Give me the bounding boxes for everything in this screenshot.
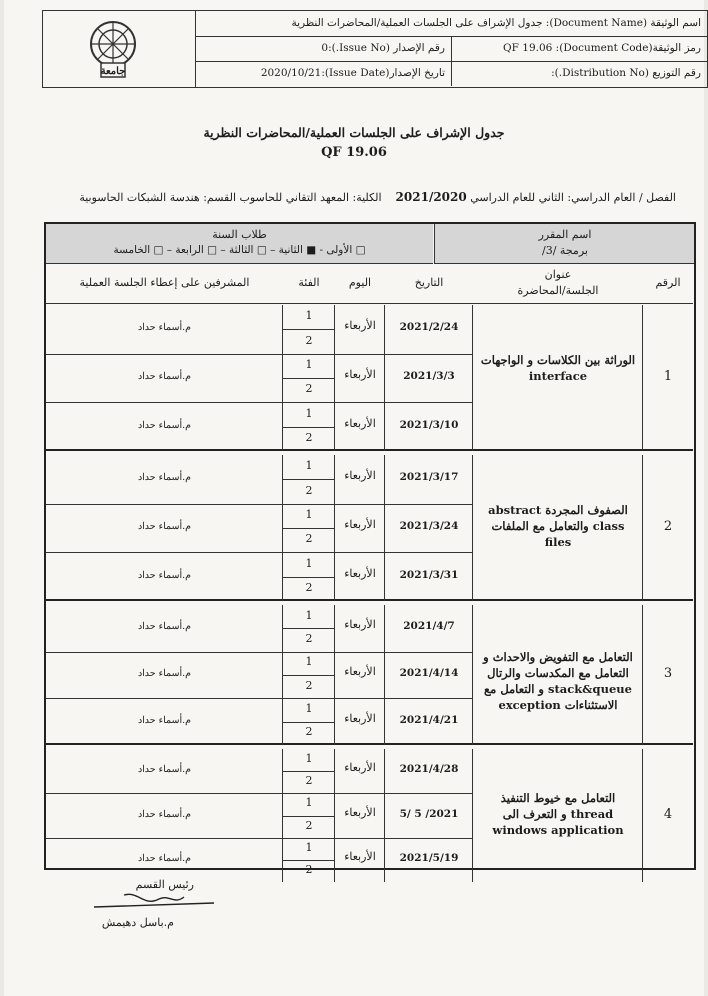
- session-supervisor: م.أسماء حداد: [137, 714, 192, 726]
- session-group: 1: [305, 752, 313, 766]
- header-row-dist: [195, 61, 707, 86]
- document-title: جدول الإشراف على الجلسات العملية/المحاضرات النظرية: [203, 125, 505, 140]
- session-day: الأربعاء: [344, 368, 376, 381]
- distribution-number: رقم التوزيع (Distribution No.):: [451, 61, 707, 86]
- students-label: طلاب السنة: [212, 228, 267, 241]
- session-supervisor: م.أسماء حداد: [137, 521, 192, 532]
- session-group: 1: [305, 406, 313, 420]
- group-divider: [283, 860, 335, 861]
- session-day: الأربعاء: [344, 566, 376, 580]
- table-section: [46, 605, 693, 745]
- session-day: الأربعاء: [344, 469, 376, 483]
- signature-block: [84, 878, 224, 929]
- section-topic: الوراثة بين الكلاسات و الواجهات interface: [480, 353, 636, 383]
- session-group: 1: [305, 459, 313, 473]
- session-group: 1: [305, 655, 313, 669]
- session-day: الأربعاء: [344, 618, 376, 632]
- signature-mark-icon: [84, 891, 224, 913]
- supervision-table: [44, 222, 696, 876]
- session-date: 2021/3/10: [399, 418, 459, 431]
- header-row-name: [195, 11, 707, 37]
- session-group: 2: [305, 532, 313, 546]
- session-date: 2021/3/31: [399, 568, 459, 581]
- session-supervisor: م.أسماء حداد: [137, 472, 192, 484]
- col-title-line2: الجلسة/المحاضرة: [517, 284, 599, 297]
- column-header-row: [46, 264, 693, 304]
- row-divider: [46, 402, 473, 403]
- section-topic: الصفوف المجردة abstract class والتعامل مع الملفات files: [488, 503, 628, 549]
- document-code-title: QF 19.06: [321, 145, 387, 160]
- document-page: [4, 0, 704, 996]
- session-group: 2: [305, 430, 313, 444]
- session-group: 1: [305, 309, 313, 323]
- session-date: 2021/4/28: [399, 763, 459, 776]
- section-number: 3: [663, 666, 673, 681]
- session-date: 2021/3/17: [399, 471, 459, 484]
- row-divider: [46, 504, 473, 505]
- group-divider: [283, 329, 335, 330]
- group-divider: [283, 427, 335, 428]
- session-group: 1: [305, 840, 313, 854]
- session-supervisor: م.أسماء حداد: [137, 371, 192, 382]
- session-group: 2: [305, 725, 313, 739]
- session-group: 1: [305, 608, 313, 622]
- session-group: 1: [305, 357, 313, 371]
- session-day: الأربعاء: [344, 711, 376, 725]
- session-date: 2021/2/24: [399, 321, 459, 334]
- group-divider: [283, 675, 335, 676]
- semester-label: الفصل / العام الدراسي: الثاني للعام الدراسي: [470, 191, 676, 204]
- signature-title: رئيس القسم: [135, 878, 194, 891]
- session-supervisor: م.أسماء حداد: [137, 764, 192, 776]
- session-group: 1: [305, 796, 313, 810]
- course-value: برمجة /3/: [542, 244, 588, 257]
- signature-name: م.باسل دهيمش: [101, 916, 174, 929]
- group-divider: [283, 816, 335, 817]
- issue-date: تاريخ الإصدار(Issue Date):2020/10/21: [260, 67, 445, 79]
- session-date: 2021/3/24: [399, 520, 459, 532]
- group-divider: [283, 577, 335, 578]
- session-group: 1: [305, 702, 313, 715]
- session-date: 2021/ 5 /5: [399, 807, 459, 820]
- info-line: [79, 190, 676, 204]
- group-divider: [283, 722, 335, 723]
- session-supervisor: م.أسماء حداد: [137, 621, 192, 633]
- section-topic: التعامل مع خيوط التنفيذ thread و التعرف الى windows application: [492, 790, 624, 837]
- row-divider: [46, 698, 473, 699]
- session-group: 2: [305, 483, 313, 497]
- group-divider: [283, 771, 335, 772]
- group-divider: [283, 378, 335, 379]
- session-date: 2021/4/14: [399, 667, 459, 679]
- logo-text: جامعة: [100, 66, 126, 77]
- session-supervisor: م.أسماء حداد: [137, 569, 192, 581]
- session-group: 2: [305, 333, 313, 347]
- session-day: الأربعاء: [344, 416, 376, 430]
- row-divider: [46, 652, 473, 653]
- students-years: □ الأولى - ■ الثانية – □ الثالثة – □ الرابعة – □ الخامسة: [113, 244, 366, 256]
- document-name: اسم الوثيقة (Document Name): جدول الإشراف على الجلسات العملية/المحاضرات النظرية: [291, 17, 701, 29]
- course-name-cell: [434, 224, 694, 264]
- course-label: اسم المقرر: [538, 228, 592, 241]
- session-date: 2021/4/21: [399, 713, 459, 726]
- session-date: 2021/4/7: [403, 620, 455, 633]
- header-row-code: [195, 36, 707, 62]
- college-label: الكلية: المعهد التقاني للحاسوب: [239, 191, 382, 204]
- session-day: الأربعاء: [344, 518, 376, 531]
- section-number: 2: [663, 519, 673, 534]
- row-divider: [46, 552, 473, 553]
- session-supervisor: م.أسماء حداد: [137, 322, 192, 334]
- session-day: الأربعاء: [344, 761, 376, 775]
- session-day: الأربعاء: [344, 665, 376, 678]
- session-group: 2: [305, 818, 313, 832]
- session-group: 2: [305, 382, 313, 396]
- issue-number: رقم الإصدار (Issue No.):0: [321, 42, 445, 54]
- row-divider: [46, 793, 473, 794]
- col-number: الرقم: [655, 276, 681, 289]
- row-divider: [46, 838, 473, 839]
- section-number: 4: [663, 806, 673, 822]
- session-group: 1: [305, 556, 313, 570]
- col-title-line1: عنوان: [544, 268, 572, 281]
- session-group: 2: [305, 632, 313, 645]
- session-date: 2021/3/3: [403, 370, 455, 382]
- session-day: الأربعاء: [344, 805, 376, 819]
- session-group: 1: [305, 507, 313, 521]
- academic-year: 2021/2020: [395, 190, 467, 204]
- col-date: التاريخ: [414, 276, 444, 289]
- group-divider: [283, 479, 335, 480]
- session-date: 2021/5/19: [399, 851, 459, 864]
- session-supervisor: م.أسماء حداد: [137, 808, 192, 820]
- session-group: 2: [305, 774, 313, 788]
- section-number: 1: [663, 369, 673, 384]
- session-day: الأربعاء: [344, 849, 376, 863]
- department-label: القسم: هندسة الشبكات الحاسوبية: [79, 191, 237, 204]
- session-supervisor: م.أسماء حداد: [137, 419, 192, 431]
- session-group: 2: [305, 580, 313, 594]
- document-header: [42, 10, 708, 88]
- table-section: [46, 305, 693, 451]
- session-supervisor: م.أسماء حداد: [137, 852, 192, 864]
- session-group: 2: [305, 678, 313, 692]
- section-topic: التعامل مع التفويض والاحداث و التعامل مع المكدسات والرتال stack&queue و التعامل مع الاستثناءات exception: [483, 650, 633, 712]
- row-divider: [46, 354, 473, 355]
- col-supervisors: المشرفين على إعطاء الجلسة العملية: [79, 276, 250, 289]
- session-group: 2: [305, 862, 313, 876]
- document-code: رمز الوثيقة(Document Code): QF 19.06: [451, 36, 707, 61]
- col-group: الفئة: [298, 276, 320, 289]
- session-day: الأربعاء: [344, 319, 376, 333]
- group-divider: [283, 528, 335, 529]
- students-year-cell: [46, 224, 433, 264]
- col-day: اليوم: [348, 276, 372, 289]
- table-section: [46, 455, 693, 601]
- session-supervisor: م.أسماء حداد: [137, 668, 192, 679]
- group-divider: [283, 628, 335, 629]
- university-logo-cell: [43, 11, 196, 87]
- table-section: [46, 749, 693, 882]
